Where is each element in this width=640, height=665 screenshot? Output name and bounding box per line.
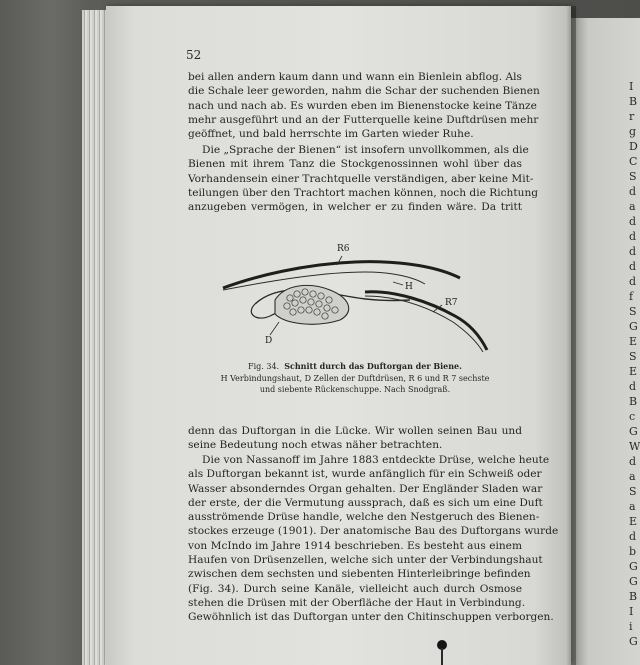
text-line: als Duftorgan bekannt ist, wurde anfänglich für ein Schweiß oder	[188, 468, 542, 481]
text-line: stockes erzeuge (1901). Der anatomische Bau des Duftorgans wurde	[188, 525, 559, 538]
text-line: nach und nach ab. Es wurden eben im Bienenstocke keine Tänze	[188, 99, 537, 112]
text-line: Gewöhnlich ist das Duftorgan unter den Chitinschuppen verborgen.	[188, 611, 554, 624]
caption-fig-number: Fig. 34.	[248, 362, 280, 371]
text-line: Die „Sprache der Bienen“ ist insofern unvollkommen, als die	[202, 144, 529, 156]
facing-page-char: d	[629, 260, 637, 273]
figure-caption	[205, 361, 505, 396]
text-line: von McIndo im Jahre 1914 beschrieben. Es besteht aus einem	[188, 539, 522, 552]
gutter-shadow	[566, 6, 576, 665]
facing-page-char: r	[629, 110, 635, 123]
facing-page-char: a	[629, 470, 636, 483]
facing-page-char: g	[629, 125, 637, 138]
text-line: denn das Duftorgan in die Lücke. Wir wollen seinen Bau und	[188, 425, 522, 437]
text-line: zwischen dem sechsten und siebenten Hinterleibringe befinden	[188, 568, 531, 581]
facing-page-char: a	[629, 500, 636, 513]
text-line: geöffnet, und bald herrschte im Garten wieder Ruhe.	[188, 128, 474, 141]
text-line: ausströmende Drüse handle, welche den Nestgeruch des Bienen-	[188, 511, 540, 524]
facing-page-char: G	[629, 635, 638, 648]
facing-page-char: B	[629, 395, 638, 408]
text-line: mehr ausgeführt und an der Futterquelle keine Duftdrüsen mehr	[188, 113, 539, 126]
text-line: stehen die Drüsen mit der Oberfläche der Haut in Verbindung.	[188, 596, 526, 609]
paragraph-4	[188, 453, 559, 625]
label-d: D	[265, 336, 273, 346]
facing-page-char: i	[629, 620, 633, 633]
facing-page-char: G	[629, 425, 638, 438]
facing-page-char: d	[629, 530, 637, 543]
facing-page-char: G	[629, 560, 638, 573]
text-line: Wasser absonderndes Organ gehalten. Der Engländer Sladen war	[188, 482, 543, 495]
facing-page-char: d	[629, 455, 637, 468]
facing-page-char: B	[629, 95, 638, 108]
facing-page-char: d	[629, 245, 637, 258]
paragraph-1	[188, 70, 540, 141]
facing-page-char: W	[629, 440, 640, 453]
text-line: Bienen mit ihrem Tanz die Stockgenossinnen wohl über das	[188, 158, 522, 171]
facing-page-char: a	[629, 200, 636, 213]
facing-page-char: E	[629, 365, 638, 378]
text-line: Die von Nassanoff im Jahre 1883 entdeckte Drüse, welche heute	[202, 454, 550, 466]
facing-page-char: d	[629, 380, 637, 393]
facing-page-char: E	[629, 515, 638, 528]
facing-page-char: S	[629, 170, 637, 183]
facing-page-char: c	[629, 410, 636, 423]
facing-page-char: d	[629, 230, 637, 243]
text-line: anzugeben vermögen, in welcher er zu finden wäre. Da tritt	[188, 201, 522, 214]
paragraph-2	[188, 143, 539, 214]
pin-stem	[441, 648, 443, 665]
caption-title: Schnitt durch das Duftorgan der Biene.	[284, 361, 462, 371]
text-line: Vorhandensein einer Trachtquelle verständigen, aber keine Mit-	[188, 172, 534, 185]
facing-page-char: C	[629, 155, 638, 168]
facing-page-char: E	[629, 335, 638, 348]
text-line: die Schale leer geworden, nahm die Schar der suchenden Bienen	[188, 85, 540, 98]
facing-page-char: b	[629, 545, 637, 558]
facing-page-char: f	[629, 290, 634, 303]
facing-page-char: D	[629, 140, 638, 153]
facing-page-char: d	[629, 275, 637, 288]
text-line: (Fig. 34). Durch seine Kanäle, vielleicht auch durch Osmose	[188, 582, 522, 595]
facing-page-char: S	[629, 485, 637, 498]
text-line: bei allen andern kaum dann und wann ein Bienlein abflog. Als	[188, 71, 522, 83]
caption-line: H Verbindungshaut, D Zellen der Duftdrüsen, R 6 und R 7 sechste	[220, 373, 490, 383]
facing-page-char: I	[629, 80, 634, 93]
facing-page-char: I	[629, 605, 634, 618]
text-line: teilungen über den Trachtort machen können, noch die Richtung	[188, 186, 539, 199]
facing-page-char: B	[629, 590, 638, 603]
label-r7: R7	[445, 298, 458, 308]
text-line: der erste, der die Vermutung aussprach, daß es sich um eine Duft	[188, 496, 543, 509]
facing-page-char: d	[629, 185, 637, 198]
figure-duftorgan-section	[215, 232, 495, 357]
facing-page-char: d	[629, 215, 637, 228]
facing-page-char: S	[629, 305, 637, 318]
paragraph-3	[188, 424, 522, 453]
label-h: H	[405, 282, 413, 292]
facing-page-char: G	[629, 575, 638, 588]
facing-page-char: G	[629, 320, 638, 333]
facing-page-char: S	[629, 350, 637, 363]
caption-line: und siebente Rückenschuppe. Nach Snodgraß.	[259, 385, 451, 394]
label-r6: R6	[337, 244, 350, 254]
page-number: 52	[186, 48, 202, 62]
text-line: seine Bedeutung noch etwas näher betrachten.	[188, 439, 443, 452]
facing-page	[571, 18, 640, 665]
text-line: Haufen von Drüsenzellen, welche sich unter der Verbindungshaut	[188, 554, 543, 567]
